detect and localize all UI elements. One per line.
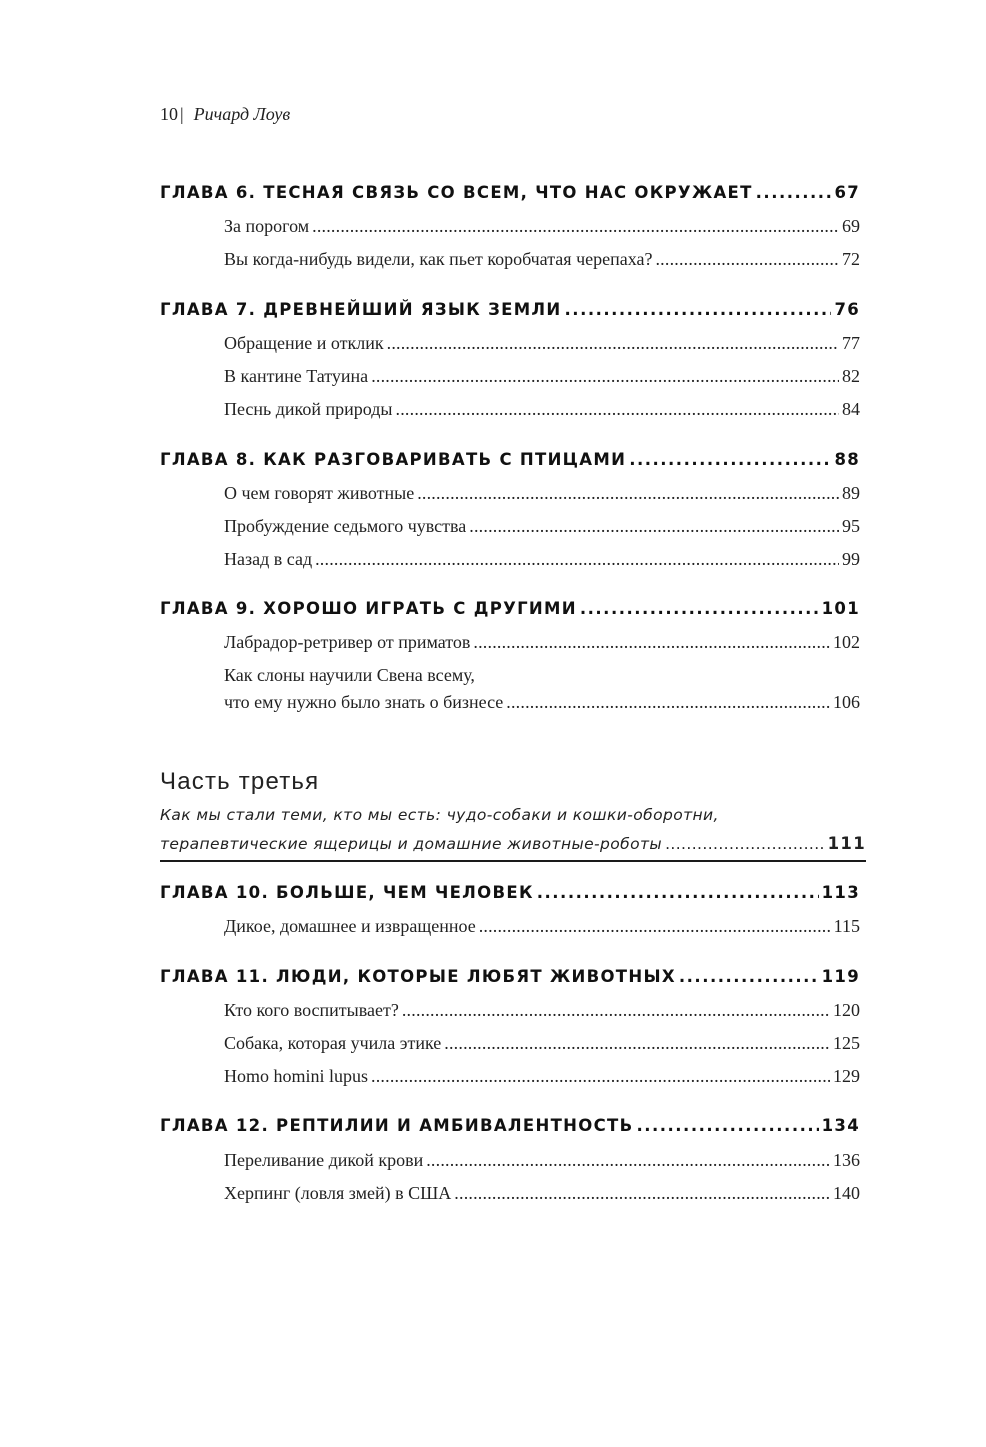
part-entry [160,834,866,853]
dot-leader [665,835,825,853]
section-title: Херпинг (ловля змей) в США [224,1183,452,1203]
section-page: 69 [842,216,860,236]
section-entry [224,333,860,354]
dot-leader [756,183,832,202]
part-divider [160,860,866,862]
dot-leader [444,1033,830,1054]
running-head [160,104,290,125]
chapter-7-entry [160,300,860,319]
section-title: Дикое, домашнее и извращенное [224,916,476,936]
section-title: О чем говорят животные [224,483,415,503]
section-title: Обращение и отклик [224,333,384,353]
section-entry [224,692,860,713]
section-entry [224,1066,860,1087]
section-entry [224,1183,860,1204]
dot-leader [629,450,831,469]
section-title: Вы когда-нибудь видели, как пьет коробчатая черепаха? [224,249,653,269]
dot-leader [312,216,839,237]
chapter-10-entry [160,883,860,902]
section-title: Песнь дикой природы [224,399,393,419]
chapter-12-entry [160,1116,860,1135]
dot-leader [469,516,839,537]
section-entry [224,399,860,420]
chapter-page: 76 [834,300,860,319]
section-page: 82 [842,366,860,386]
chapter-9-entry [160,599,860,618]
section-page: 102 [833,632,860,652]
dot-leader [371,1066,830,1087]
chapter-title: ГЛАВА 8. КАК РАЗГОВАРИВАТЬ С ПТИЦАМИ [160,450,627,469]
section-title: что ему нужно было знать о бизнесе [224,692,504,712]
chapter-8-entry [160,450,860,469]
section-title: В кантине Татуина [224,366,369,386]
author-name: Ричард Лоув [193,104,291,124]
dot-leader [387,333,839,354]
part-description: терапевтические ящерицы и домашние животные-роботы [160,835,663,853]
dot-leader [371,366,839,387]
section-entry [224,216,860,237]
dot-leader [479,916,831,937]
dot-leader [396,399,839,420]
section-entry [224,549,860,570]
chapter-title: ГЛАВА 9. ХОРОШО ИГРАТЬ С ДРУГИМИ [160,599,577,618]
dot-leader [655,249,839,270]
section-title: Кто кого воспитывает? [224,1000,399,1020]
section-page: 77 [842,333,860,353]
section-title: Лабрадор-ретривер от приматов [224,632,471,652]
section-page: 84 [842,399,860,419]
chapter-title: ГЛАВА 11. ЛЮДИ, КОТОРЫЕ ЛЮБЯТ ЖИВОТНЫХ [160,967,676,986]
section-title: Назад в сад [224,549,313,569]
dot-leader [454,1183,830,1204]
section-page: 72 [842,249,860,269]
section-page: 129 [833,1066,860,1086]
section-title: Собака, которая учила этике [224,1033,442,1053]
dot-leader [580,599,819,618]
section-title: Homo homini lupus [224,1066,369,1086]
dot-leader [636,1116,818,1135]
chapter-page: 134 [821,1116,860,1135]
header-separator: | [180,104,184,124]
chapter-page: 119 [821,967,860,986]
dot-leader [679,967,819,986]
section-page: 120 [833,1000,860,1020]
section-title-first-line: Как слоны научили Свена всему, [224,665,475,685]
part-title: Часть третья [160,768,320,795]
part-page: 111 [827,834,866,853]
section-title: Переливание дикой крови [224,1150,424,1170]
section-entry [224,1033,860,1054]
section-entry [224,916,860,937]
dot-leader [506,692,830,713]
section-page: 136 [833,1150,860,1170]
part-description: Как мы стали теми, кто мы есть: чудо-собаки и кошки-оборотни, [160,806,719,824]
dot-leader [315,549,839,570]
section-entry [224,483,860,504]
section-page: 99 [842,549,860,569]
section-entry [224,1000,860,1021]
section-entry [224,516,860,537]
section-page: 89 [842,483,860,503]
section-page: 106 [833,692,860,712]
chapter-11-entry [160,967,860,986]
dot-leader [537,883,819,902]
section-entry [224,632,860,653]
section-entry [224,1150,860,1171]
section-entry [224,249,860,270]
section-page: 95 [842,516,860,536]
section-page: 125 [833,1033,860,1053]
chapter-page: 113 [821,883,860,902]
dot-leader [417,483,839,504]
chapter-page: 67 [834,183,860,202]
chapter-title: ГЛАВА 7. ДРЕВНЕЙШИЙ ЯЗЫК ЗЕМЛИ [160,300,562,319]
section-page: 140 [833,1183,860,1203]
chapter-page: 101 [821,599,860,618]
chapter-title: ГЛАВА 6. ТЕСНАЯ СВЯЗЬ СО ВСЕМ, ЧТО НАС ОКРУЖАЕТ [160,183,753,202]
section-page: 115 [833,916,860,936]
section-title: Пробуждение седьмого чувства [224,516,467,536]
dot-leader [473,632,830,653]
dot-leader [402,1000,830,1021]
chapter-title: ГЛАВА 12. РЕПТИЛИИ И АМБИВАЛЕНТНОСТЬ [160,1116,634,1135]
section-title: За порогом [224,216,310,236]
dot-leader [426,1150,830,1171]
chapter-page: 88 [834,450,860,469]
chapter-6-entry [160,183,860,202]
chapter-title: ГЛАВА 10. БОЛЬШЕ, ЧЕМ ЧЕЛОВЕК [160,883,534,902]
section-entry [224,366,860,387]
dot-leader [565,300,832,319]
page-number: 10 [160,104,178,124]
